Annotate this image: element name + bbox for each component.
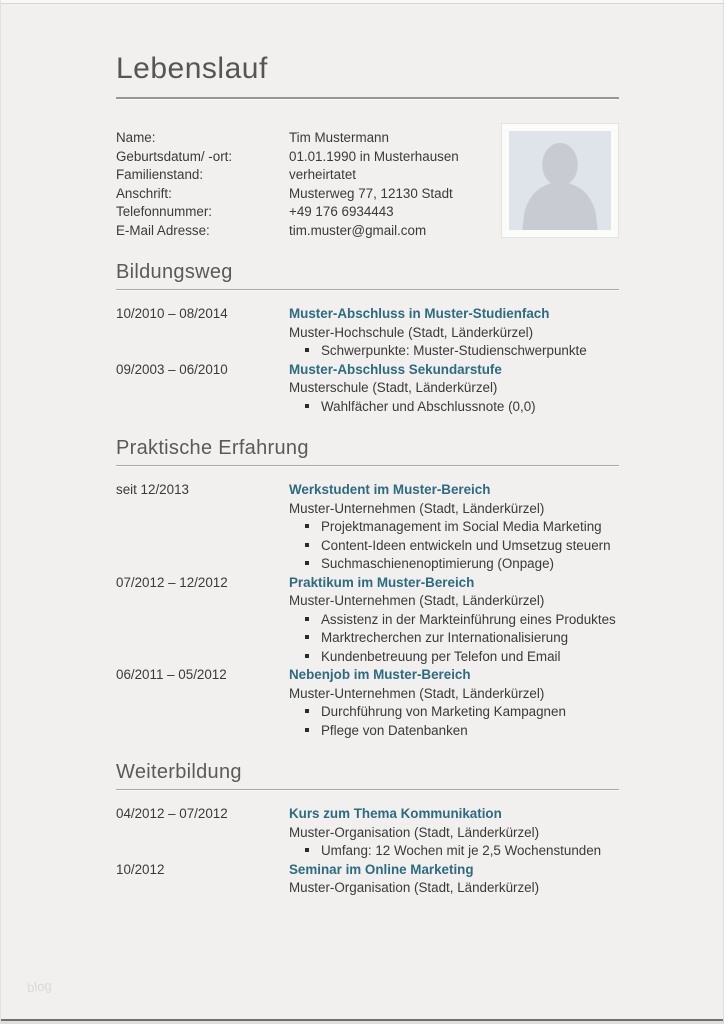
section-divider (116, 789, 619, 790)
entry-title: Praktikum im Muster-Bereich (289, 574, 475, 590)
entry-date: 06/2011 – 05/2012 (116, 667, 227, 682)
bullet-text: Marktrecherchen zur Internationalisierung (321, 630, 569, 645)
section-divider (116, 465, 619, 466)
photo-placeholder (501, 123, 619, 238)
entry-title: Nebenjob im Muster-Bereich (289, 667, 471, 682)
info-value: tim.muster@gmail.com (289, 222, 427, 238)
section-heading: Weiterbildung (116, 761, 242, 783)
photo-frame (509, 131, 611, 230)
entry-bullet (289, 537, 619, 556)
cv-entry (116, 574, 619, 667)
entry-bullet (289, 842, 619, 861)
entry-organization: Muster-Organisation (Stadt, Länderkürzel) (289, 880, 540, 895)
bullet-text: Durchführung von Marketing Kampagnen (321, 704, 566, 719)
entry-bullet (289, 611, 619, 630)
bullet-square-icon (305, 728, 309, 732)
bullet-text: Kundenbetreuung per Telefon und Email (321, 648, 561, 664)
bullet-square-icon (305, 404, 309, 408)
person-silhouette-icon (509, 131, 611, 230)
section-divider (116, 289, 619, 290)
info-value: Musterweg 77, 12130 Stadt (289, 185, 453, 201)
entry-organization: Muster-Hochschule (Stadt, Länderkürzel) (289, 324, 534, 340)
entry-title: Muster-Abschluss Sekundarstufe (289, 361, 502, 377)
section-praktische-erfahrung (116, 436, 619, 740)
bullet-square-icon (305, 543, 309, 547)
bullet-square-icon (305, 635, 309, 639)
section-bildungsweg (116, 260, 619, 416)
entry-organization: Muster-Unternehmen (Stadt, Länderkürzel) (289, 685, 545, 701)
info-label: Anschrift: (116, 185, 172, 201)
bullet-text: Schwerpunkte: Muster-Studienschwerpunkte (321, 343, 587, 358)
entry-organization: Musterschule (Stadt, Länderkürzel) (289, 380, 498, 395)
entry-bullet (289, 518, 619, 537)
title-divider (116, 97, 619, 99)
entry-bullet (289, 722, 619, 741)
bullet-square-icon (305, 348, 309, 352)
bullet-text: Suchmaschienenoptimierung (Onpage) (321, 556, 554, 571)
info-label: Name: (116, 130, 156, 145)
entry-bullet (289, 555, 619, 574)
info-value: 01.01.1990 in Musterhausen (289, 148, 459, 164)
page-title: Lebenslauf (116, 52, 268, 85)
cv-entry (116, 481, 619, 574)
bullet-square-icon (305, 848, 309, 852)
entry-bullet (289, 703, 619, 722)
info-label: Geburtsdatum/ -ort: (116, 148, 233, 164)
entry-date: 07/2012 – 12/2012 (116, 574, 228, 590)
info-label: Familienstand: (116, 167, 204, 182)
cv-entry (116, 805, 619, 861)
entry-date: 10/2012 (116, 861, 165, 877)
cv-entry (116, 305, 619, 361)
entry-bullet (289, 648, 619, 667)
bullet-text: Pflege von Datenbanken (321, 722, 468, 738)
section-heading: Bildungsweg (116, 261, 233, 283)
bullet-text: Assistenz in der Markteinführung eines Produktes (321, 611, 616, 627)
entry-bullet (289, 342, 619, 361)
bullet-square-icon (305, 561, 309, 565)
cv-entry (116, 861, 619, 898)
entry-title: Kurs zum Thema Kommunikation (289, 806, 502, 821)
cv-entry (116, 361, 619, 417)
section-weiterbildung (116, 760, 619, 898)
bullet-square-icon (305, 617, 309, 621)
info-label: E-Mail Adresse: (116, 222, 210, 238)
info-value: verheirtatet (289, 167, 356, 182)
bullet-square-icon (305, 524, 309, 528)
info-label: Telefonnummer: (116, 204, 213, 219)
info-value: Tim Mustermann (289, 130, 389, 145)
bullet-text: Content-Ideen entwickeln und Umsetzug steuern (321, 537, 611, 553)
entry-bullet (289, 398, 619, 417)
bullet-square-icon (305, 709, 309, 713)
bullet-text: Wahlfächer und Abschlussnote (0,0) (321, 398, 536, 414)
entry-date: 09/2003 – 06/2010 (116, 361, 228, 377)
entry-title: Muster-Abschluss in Muster-Studienfach (289, 306, 550, 321)
entry-title: Seminar im Online Marketing (289, 861, 474, 877)
entry-organization: Muster-Unternehmen (Stadt, Länderkürzel) (289, 593, 545, 608)
entry-organization: Muster-Organisation (Stadt, Länderkürzel) (289, 824, 540, 840)
entry-organization: Muster-Unternehmen (Stadt, Länderkürzel) (289, 500, 545, 516)
bullet-square-icon (305, 654, 309, 658)
entry-bullet (289, 629, 619, 648)
entry-date: seit 12/2013 (116, 482, 189, 497)
info-value: +49 176 6934443 (289, 204, 394, 219)
bullet-text: Umfang: 12 Wochen mit je 2,5 Wochenstunden (321, 843, 602, 858)
entry-date: 04/2012 – 07/2012 (116, 806, 228, 821)
entry-date: 10/2010 – 08/2014 (116, 306, 228, 321)
section-heading: Praktische Erfahrung (116, 437, 309, 459)
cv-entry (116, 666, 619, 740)
bullet-text: Projektmanagement im Social Media Marketing (321, 519, 602, 534)
watermark: blog (26, 977, 53, 996)
entry-title: Werkstudent im Muster-Bereich (289, 482, 491, 497)
